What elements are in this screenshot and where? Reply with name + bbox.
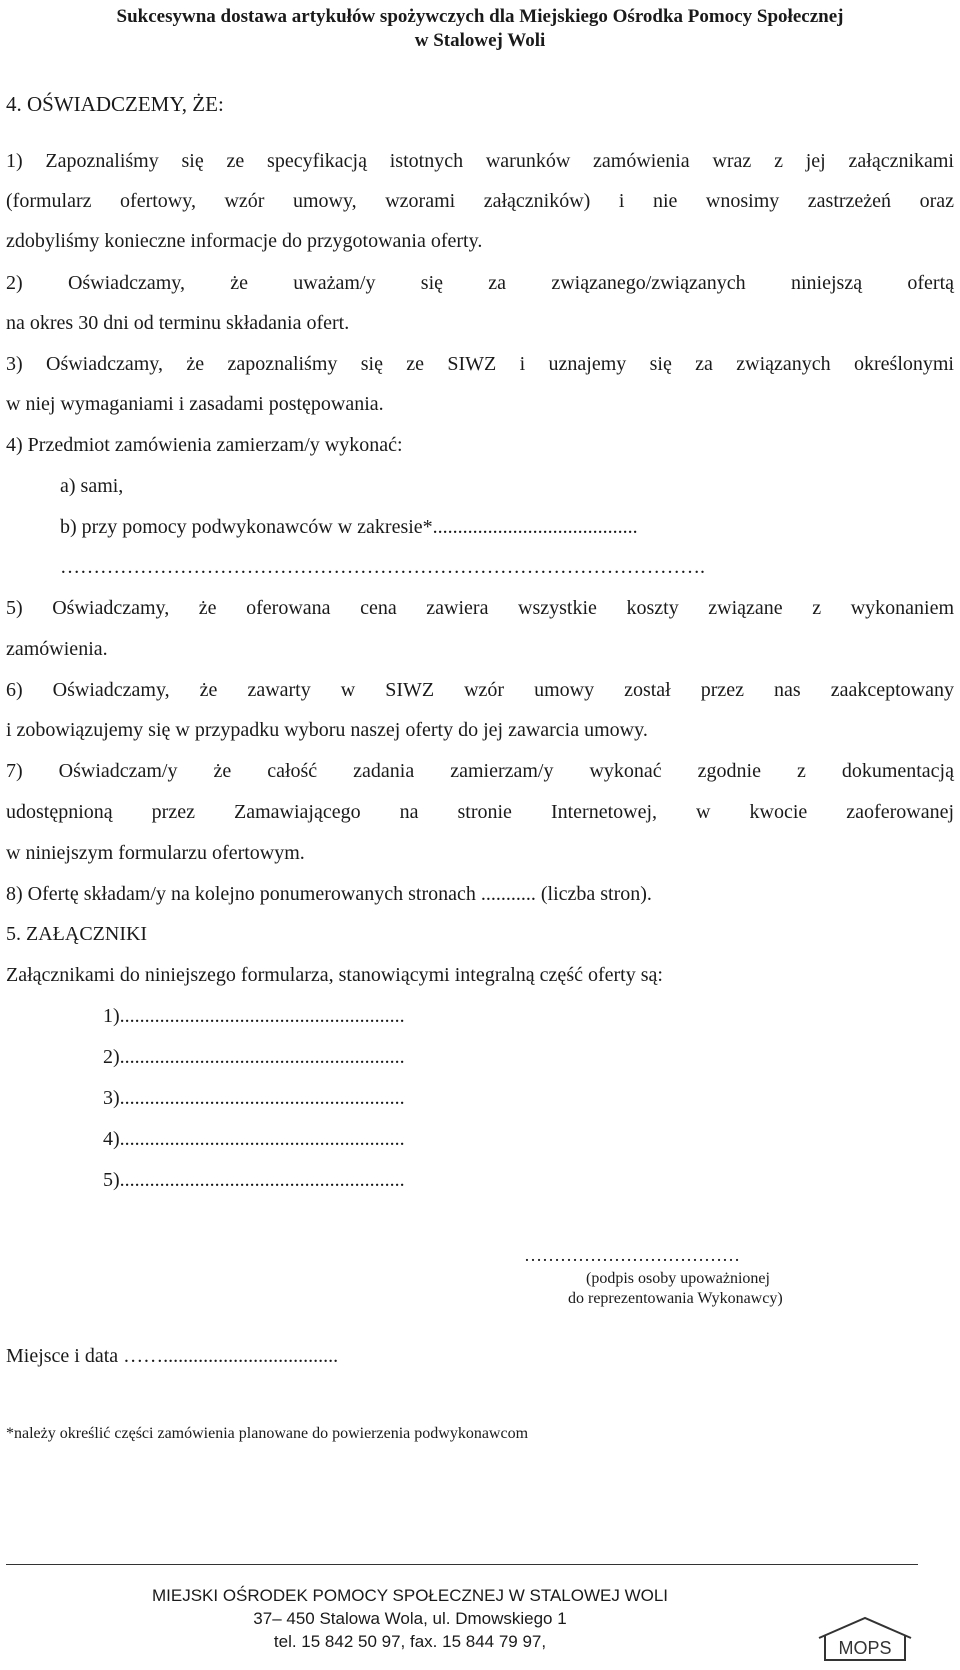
footer-institution-name: MIEJSKI OŚRODEK POMOCY SPOŁECZNEJ W STALOWEJ WOLI (151, 1586, 669, 1605)
attachment-item-4: 4)......................................................... (103, 1128, 405, 1150)
p3-line1: 3) Oświadczamy, że zapoznaliśmy się ze SIWZ i uznajemy się za związanych określonymi (6, 353, 954, 375)
attachment-item-5: 5)......................................................... (103, 1169, 405, 1191)
p4-dotted-continuation: ……………………………………………………………………………………. (60, 556, 705, 578)
p7-line1: 7) Oświadczam/y że całość zadania zamierzam/y wykonać zgodnie z dokumentacją (6, 760, 954, 782)
section5-title: 5. ZAŁĄCZNIKI (6, 923, 148, 945)
header-title-line1: Sukcesywna dostawa artykułów spożywczych dla Miejskiego Ośrodka Pomocy Społecznej (116, 6, 844, 27)
p8-line: 8) Ofertę składam/y na kolejno ponumerowanych stronach ........... (liczba stron). (6, 883, 652, 905)
section5-intro: Załącznikami do niniejszego formularza, stanowiącymi integralną część oferty są: (6, 964, 663, 986)
attachment-item-1: 1)......................................................... (103, 1005, 405, 1027)
footer-divider (6, 1564, 918, 1565)
footer-address: 37– 450 Stalowa Wola, ul. Dmowskiego 1 (253, 1609, 567, 1628)
attachment-item-3: 3)......................................................... (103, 1087, 405, 1109)
p5-line1: 5) Oświadczamy, że oferowana cena zawiera wszystkie koszty związane z wykonaniem (6, 597, 954, 619)
footnote: *należy określić części zamówienia planowane do powierzenia podwykonawcom (6, 1425, 529, 1442)
p6-line1: 6) Oświadczamy, że zawarty w SIWZ wzór umowy został przez nas zaakceptowany (6, 679, 954, 701)
p4-line: 4) Przedmiot zamówienia zamierzam/y wykonać: (6, 434, 403, 456)
p4-option-b: b) przy pomocy podwykonawców w zakresie*......................................... (60, 516, 638, 538)
mops-logo-text: MOPS (838, 1638, 892, 1658)
p7-line3: w niniejszym formularzu ofertowym. (6, 842, 305, 864)
attachment-item-2: 2)......................................................... (103, 1046, 405, 1068)
p7-line2: udostępnioną przez Zamawiającego na stronie Internetowej, w kwocie zaoferowanej (6, 801, 954, 823)
p1-line2: (formularz ofertowy, wzór umowy, wzorami załączników) i nie wnosimy zastrzeżeń oraz (6, 190, 954, 212)
section4-title: 4. OŚWIADCZEMY, ŻE: (6, 92, 224, 116)
footer-contact: tel. 15 842 50 97, fax. 15 844 79 97, (273, 1632, 547, 1651)
p3-line2: w niej wymaganiami i zasadami postępowania. (6, 393, 384, 415)
p2-line1: 2) Oświadczamy, że uważam/y się za związanego/związanych niniejszą ofertą (6, 272, 954, 294)
signature-caption-line2: do reprezentowania Wykonawcy) (568, 1290, 783, 1307)
p1-line1: 1) Zapoznaliśmy się ze specyfikacją istotnych warunków zamówienia wraz z jej załącznikami (6, 150, 954, 172)
p5-line2: zamówienia. (6, 638, 108, 660)
header-title-line2: w Stalowej Woli (414, 30, 546, 51)
p6-line2: i zobowiązujemy się w przypadku wyboru naszej oferty do jej zawarcia umowy. (6, 719, 648, 741)
signature-dots: ……………………………… (524, 1245, 740, 1265)
place-and-date: Miejsce i data ……................................... (6, 1345, 339, 1367)
p1-line3: zdobyliśmy konieczne informacje do przygotowania oferty. (6, 230, 483, 252)
p4-option-a: a) sami, (60, 475, 124, 497)
mops-logo (815, 1612, 915, 1664)
signature-caption-line1: (podpis osoby upoważnionej (586, 1270, 770, 1287)
p2-line2: na okres 30 dni od terminu składania ofert. (6, 312, 350, 334)
